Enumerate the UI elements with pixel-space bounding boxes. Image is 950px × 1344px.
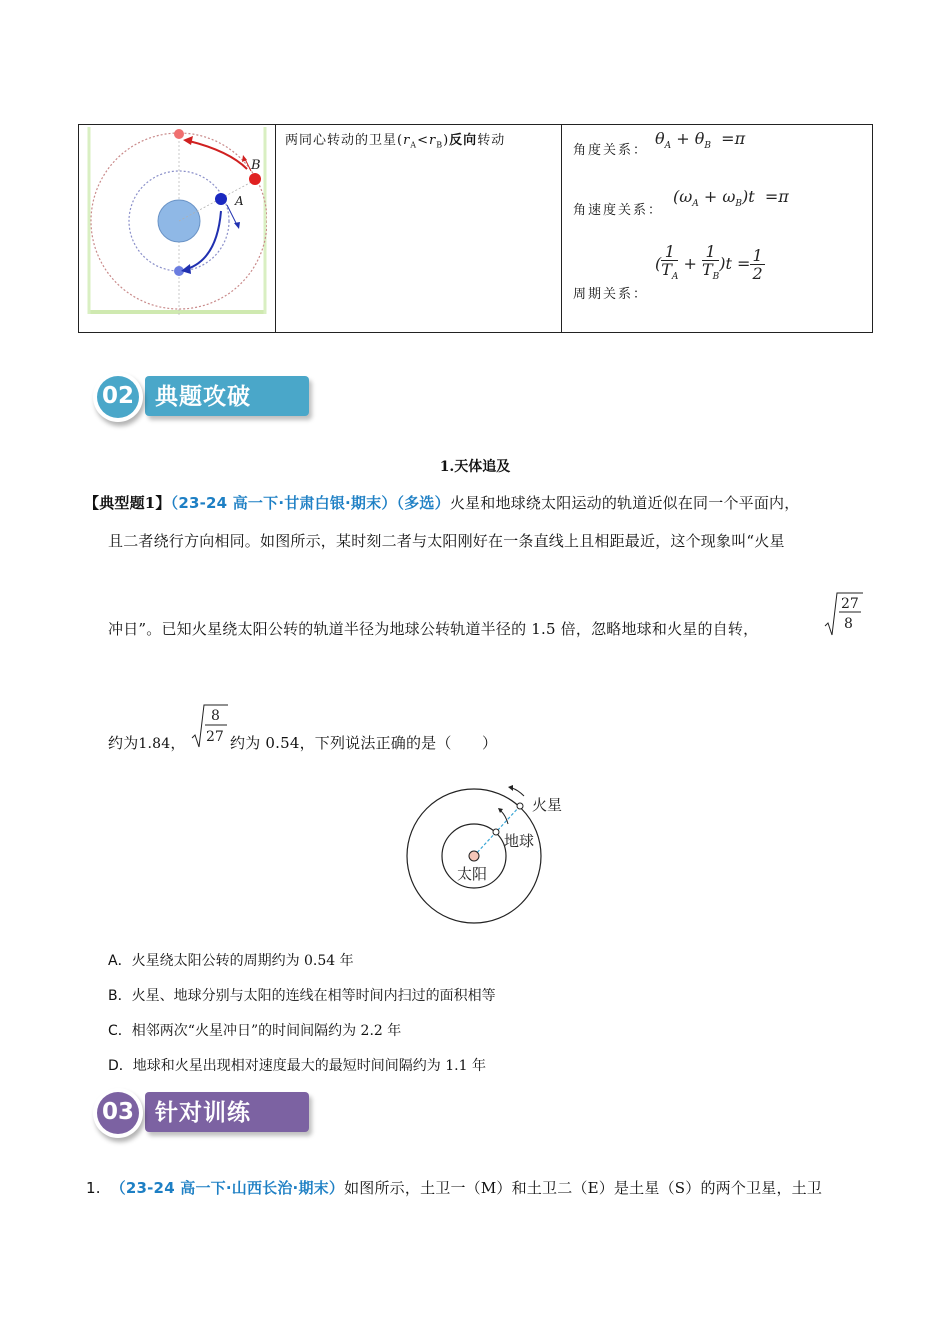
mars-label: 火星 [532,797,563,814]
svg-text:27: 27 [841,596,859,612]
section-title: 典题攻破 [155,384,251,410]
problem1-line3: 冲日”。已知火星绕太阳公转的轨道半径为地球公转轨道半径的 1.5 倍，忽略地球和火星的自转， [108,620,759,638]
counter-rotating-satellites-figure [87,127,267,322]
problem1-line4-a: 约为1.84， [108,734,186,752]
section-02-banner [93,372,318,430]
table-divider [275,125,276,332]
problem1-line1: 【典型题1】（23-24 高一下·甘肃白银·期末）（多选）火星和地球绕太阳运动的轨道近似在同一个平面内， [84,494,800,512]
sqrt-8-over-27 [191,702,231,750]
sqrt-27-over-8 [824,590,864,638]
topic-subtitle: 1.天体追及 [439,459,511,475]
mars-opposition-figure [400,784,580,926]
period-relation-label: 周期关系： [573,287,649,302]
problem1-line2: 且二者绕行方向相同。如图所示，某时刻二者与太阳刚好在一条直线上且相距最近，这个现象叫“火星 [108,532,785,550]
angular-velocity-formula: $(\omega_A + \omega_B)t =\pi$ [673,187,789,210]
angular-velocity-label: 角速度关系： [573,203,664,218]
problem2-line1: 1. （23-24 高一下·山西长治·期末）如图所示，土卫一（M）和土卫二（E）是土星（S）的两个卫星，土卫 [86,1179,823,1197]
option-c[interactable]: C．相邻两次“火星冲日”的时间间隔约为 2.2 年 [108,1023,402,1039]
angle-formula: $\theta_A + \theta_B =\pi$ [655,129,746,152]
motion-description: 两同心转动的卫星$(r_A<r_B)$反向转动 [285,133,506,150]
earth-label: 地球 [504,833,535,850]
section-number: 03 [97,1092,139,1134]
table-divider [561,125,562,332]
problem1-line4-b: 约为 0.54，下列说法正确的是（ ） [230,734,498,752]
period-formula: ( $\frac{1}{T_A}$ + $\frac{1}{T_B}$ )t = $\frac{1}{2}$ [655,242,763,284]
option-d[interactable]: D．地球和火星出现相对速度最大的最短时间间隔约为 1.1 年 [108,1058,486,1074]
section-number: 02 [97,376,139,418]
section-03-banner [93,1088,318,1146]
option-b[interactable]: B．火星、地球分别与太阳的连线在相等时间内扫过的面积相等 [108,988,496,1004]
option-a[interactable]: A．火星绕太阳公转的周期约为 0.54 年 [108,953,354,969]
label-a: A [235,194,244,208]
svg-text:27: 27 [206,729,224,745]
sun-label: 太阳 [457,866,488,883]
angle-relation-label: 角度关系： [573,143,649,158]
svg-text:8: 8 [844,616,853,632]
svg-text:8: 8 [211,708,220,724]
label-b: B [251,158,261,173]
section-title: 针对训练 [155,1100,251,1126]
relation-table [78,124,873,333]
